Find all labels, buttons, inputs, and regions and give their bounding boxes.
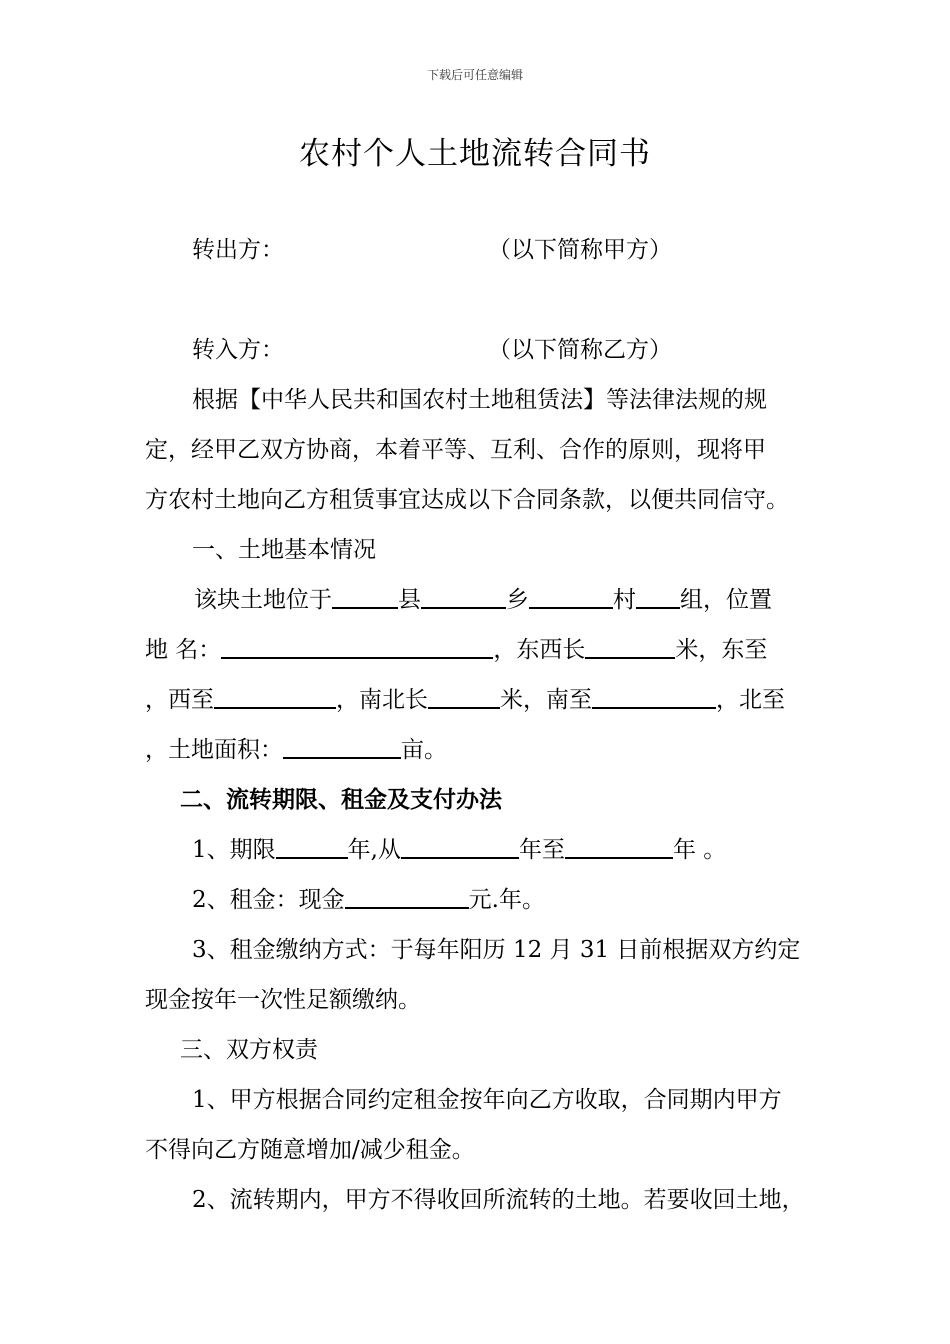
term-line xyxy=(192,834,726,866)
party-a-label: 转出方： xyxy=(192,237,284,263)
party-a-line xyxy=(192,234,672,266)
village-blank[interactable] xyxy=(529,585,613,609)
term-year-end-label: 年 。 xyxy=(672,837,727,863)
county-blank[interactable] xyxy=(332,585,398,609)
section-2-heading: 二、流转期限、租金及支付办法 xyxy=(180,786,502,813)
preamble-line-1: 根据【中华人民共和国农村土地租赁法】等法律法规的规 xyxy=(192,387,767,413)
section-3-heading: 三、双方权责 xyxy=(180,1037,318,1063)
mu-unit-label: 亩。 xyxy=(401,737,447,763)
document-title: 农村个人土地流转合同书 xyxy=(299,136,651,172)
west-boundary-blank[interactable] xyxy=(214,685,336,709)
north-south-label: ，南北长 xyxy=(336,687,428,713)
land-area-label: ，土地面积： xyxy=(145,737,283,763)
village-label: 村 xyxy=(613,587,636,613)
rights-item-1-line-2: 不得向乙方随意增加/减少租金。 xyxy=(145,1137,475,1163)
header-note: 下载后可任意编辑 xyxy=(426,68,523,82)
east-west-length-blank[interactable] xyxy=(585,635,675,659)
term-end-blank[interactable] xyxy=(565,835,673,859)
term-start-blank[interactable] xyxy=(401,835,519,859)
group-blank[interactable] xyxy=(636,585,680,609)
party-b-label: 转入方： xyxy=(192,337,284,363)
rent-label: 2、租金：现金 xyxy=(192,887,345,913)
payment-line-2: 现金按年一次性足额缴纳。 xyxy=(145,987,421,1013)
rent-amount-blank[interactable] xyxy=(345,885,469,909)
rights-item-2-line-1: 2、流转期内，甲方不得收回所流转的土地。若要收回土地， xyxy=(192,1187,805,1213)
north-south-length-blank[interactable] xyxy=(428,685,500,709)
term-to-label: 年至 xyxy=(518,837,565,863)
boundaries-line xyxy=(145,684,785,716)
place-name-line xyxy=(145,634,767,666)
south-boundary-label: 米，南至 xyxy=(500,687,592,713)
party-b-line xyxy=(192,334,672,366)
land-location-line xyxy=(194,584,772,616)
east-west-label: ，东西长 xyxy=(493,637,586,663)
preamble-line-2: 定，经甲乙双方协商，本着平等、互利、合作的原则，现将甲 xyxy=(145,437,766,463)
term-from-label: 年,从 xyxy=(347,837,401,863)
term-label: 1、期限 xyxy=(192,837,276,863)
land-area-blank[interactable] xyxy=(283,735,401,759)
section-1-heading: 一、土地基本情况 xyxy=(192,537,376,563)
party-b-alias: （以下简称乙方） xyxy=(488,337,672,363)
east-boundary-label: 米，东至 xyxy=(675,637,768,663)
term-years-blank[interactable] xyxy=(276,835,348,859)
township-label: 乡 xyxy=(506,587,529,613)
north-boundary-label: ，北至 xyxy=(716,687,785,713)
south-boundary-blank[interactable] xyxy=(592,685,716,709)
group-label: 组，位置 xyxy=(680,587,772,613)
township-blank[interactable] xyxy=(421,585,506,609)
payment-line-1: 3、租金缴纳方式：于每年阳历 12 月 31 日前根据双方约定 xyxy=(192,937,801,963)
county-label: 县 xyxy=(398,587,421,613)
rent-line xyxy=(192,884,545,916)
preamble-line-3: 方农村土地向乙方租赁事宜达成以下合同条款，以便共同信守。 xyxy=(145,487,789,513)
rent-unit-label: 元.年。 xyxy=(468,887,545,913)
party-a-alias: （以下简称甲方） xyxy=(488,237,672,263)
rights-item-1-line-1: 1、甲方根据合同约定租金按年向乙方收取，合同期内甲方 xyxy=(192,1087,782,1113)
place-name-label: 地 名： xyxy=(145,637,222,663)
land-area-line xyxy=(145,734,447,766)
west-boundary-label: ，西至 xyxy=(145,687,214,713)
land-location-text: 该块土地位于 xyxy=(194,587,332,613)
place-name-blank[interactable] xyxy=(221,635,493,659)
